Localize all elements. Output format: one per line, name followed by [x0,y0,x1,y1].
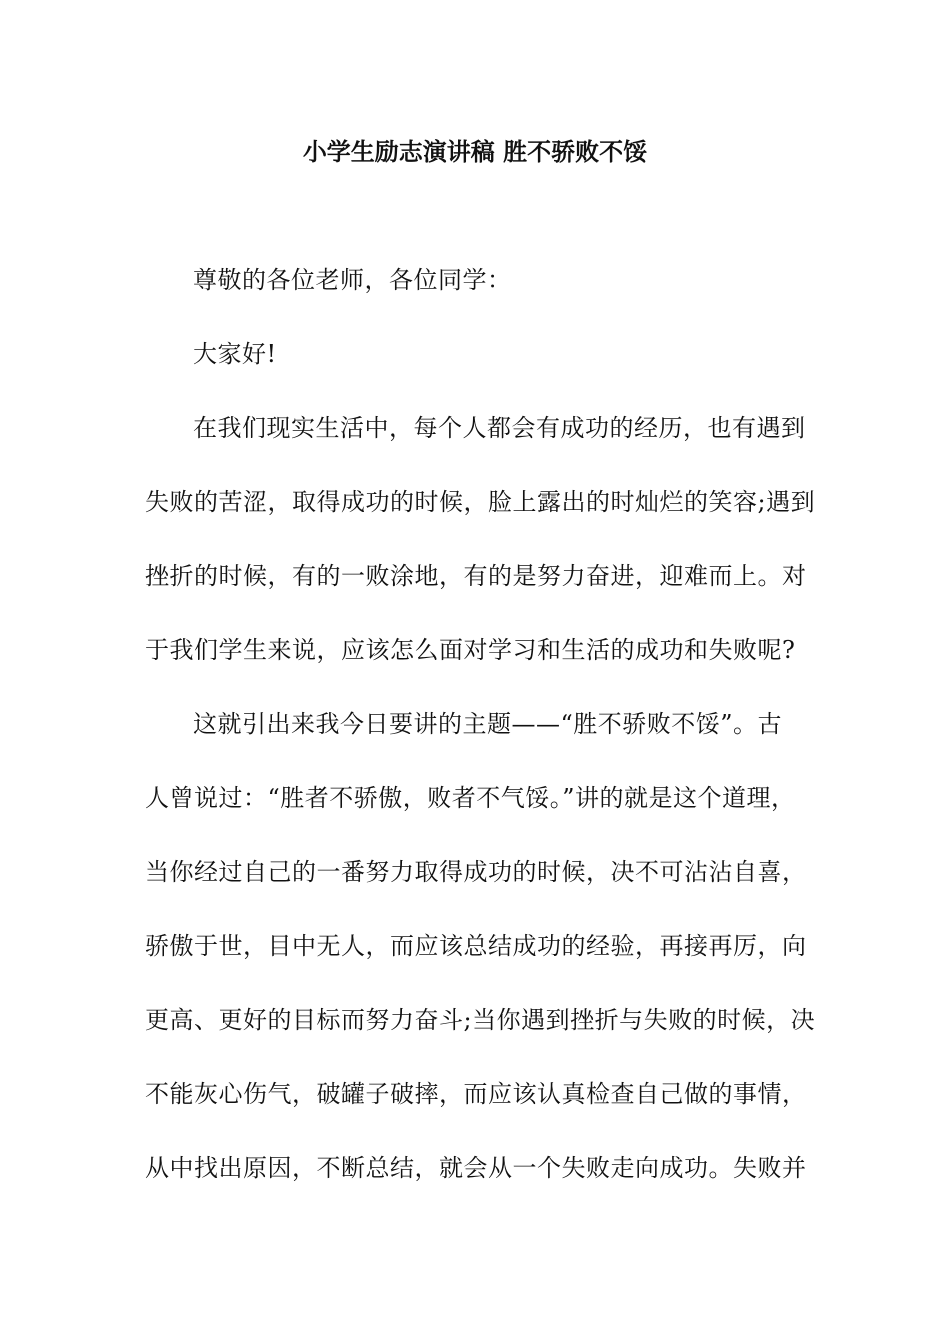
text-line: 人曾说过：“胜者不骄傲，败者不气馁。”讲的就是这个道理， [145,784,796,812]
text-line: 当你经过自己的一番努力取得成功的时候，决不可沾沾自喜， [145,858,807,886]
text-line-greeting: 大家好! [193,340,277,368]
text-line: 从中找出原因，不断总结，就会从一个失败走向成功。失败并 [145,1154,807,1182]
text-line: 于我们学生来说，应该怎么面对学习和生活的成功和失败呢? [145,636,796,664]
text-line: 失败的苦涩，取得成功的时候，脸上露出的时灿烂的笑容;遇到 [145,488,816,516]
text-line: 不能灰心伤气，破罐子破摔，而应该认真检查自己做的事情， [145,1080,807,1108]
text-line-salutation: 尊敬的各位老师，各位同学： [193,266,512,294]
text-line: 更高、更好的目标而努力奋斗;当你遇到挫折与失败的时候，决 [145,1006,816,1034]
text-line: 骄傲于世，目中无人，而应该总结成功的经验，再接再厉，向 [145,932,807,960]
text-line: 在我们现实生活中，每个人都会有成功的经历，也有遇到 [193,414,806,442]
text-line: 挫折的时候，有的一败涂地，有的是努力奋进，迎难而上。对 [145,562,807,590]
text-line: 这就引出来我今日要讲的主题——“胜不骄败不馁”。古 [193,710,783,738]
document-title: 小学生励志演讲稿 胜不骄败不馁 [302,138,648,166]
